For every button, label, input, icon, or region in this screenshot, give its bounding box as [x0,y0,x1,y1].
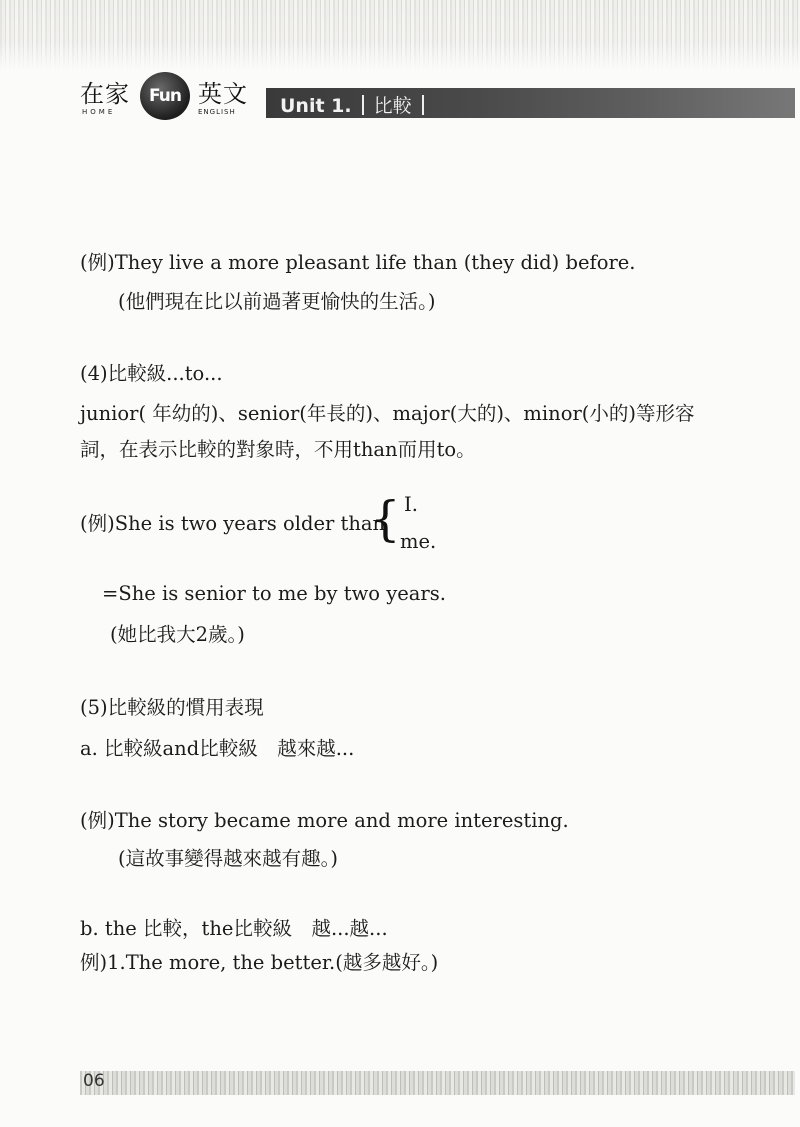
page-number: 06 [83,1071,105,1091]
example-2-alternative: =She is senior to me by two years. [102,582,446,605]
logo-en-right: ENGLISH [198,108,236,116]
divider [422,95,424,115]
example-1-chinese: (他們現在比以前過著更愉快的生活。) [118,290,436,313]
logo-fun-badge: Fun [140,72,190,120]
brace-icon: { [370,491,401,547]
example-2-option-2: me. [400,530,437,553]
logo-text-right: 英文 [198,80,248,108]
example-3-english: (例)The story became more and more interesting. [80,809,569,832]
unit-topic: 比較 [373,95,412,117]
example-2-chinese: (她比我大2歲。) [110,623,245,646]
divider [362,95,364,115]
scan-noise-top [0,0,800,70]
section-4-body-line-2: 詞，在表示比較的對象時，不用than而用to。 [80,438,476,461]
example-2-english: (例)She is two years older than [80,512,386,535]
logo-text-left: 在家 [80,80,130,108]
unit-banner-text [280,91,434,118]
example-2-option-1: I. [404,493,418,516]
section-5-title: (5)比較級的慣用表現 [80,696,264,719]
unit-banner [266,88,795,118]
unit-label: Unit 1. [280,95,352,117]
logo-en-left: HOME [82,108,116,116]
example-3-chinese: (這故事變得越來越有趣。) [118,847,338,870]
section-4-body-line-1: junior( 年幼的)、senior(年長的)、major(大的)、minor(小的)等形容 [80,402,695,425]
example-1-english: (例)They live a more pleasant life than (they did) before. [80,251,636,274]
page-header [80,72,795,126]
home-fun-english-logo [80,72,260,122]
footer-band [80,1071,795,1095]
section-5-a: a. 比較級and比較級 越來越... [80,737,355,760]
example-4: 例)1.The more, the better.(越多越好。) [80,951,439,974]
section-5-b: b. the 比較，the比較級 越...越... [80,917,388,940]
section-4-title: (4)比較級...to... [80,362,223,385]
